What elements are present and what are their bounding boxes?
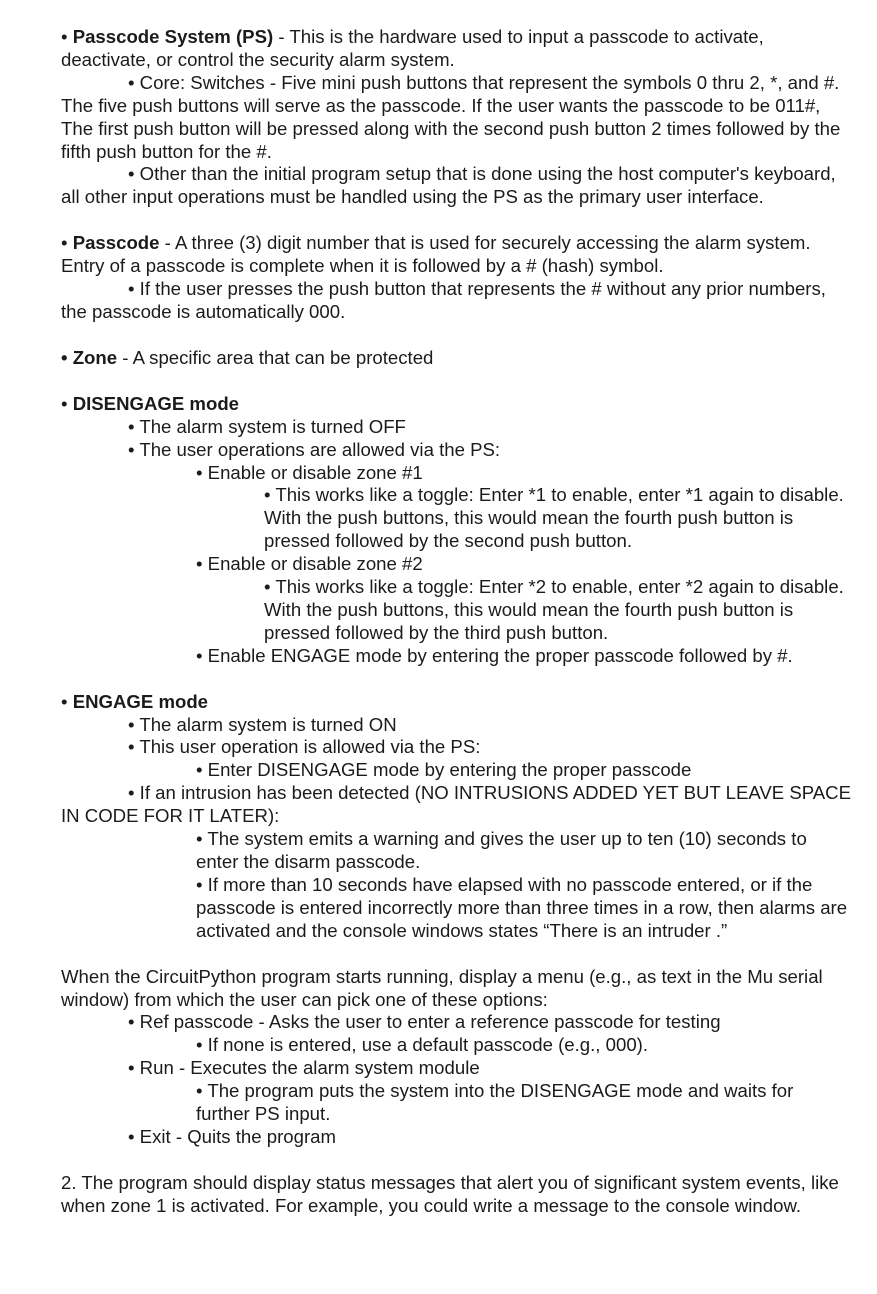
engage-on: • The alarm system is turned ON [128,713,397,735]
engage-intrusion: • If an intrusion has been detected (NO INTRUSIONS ADDED YET BUT LEAVE SPACE IN CODE FOR IT LATER): [61,782,852,827]
zone-definition [61,347,851,370]
status-paragraph: 2. The program should display status messages that alert you of significant system events, like when zone 1 is activated. For example, you could write a message to the console window. [61,1171,839,1216]
zone-def: - A specific area that can be protected [117,346,434,368]
passcode-def: - A three (3) digit number that is used for securely accessing the alarm system. Entry of a passcode is complete when it is followed by a # (hash) symbol. [61,232,811,277]
disengage-zone1-detail: • This works like a toggle: Enter *1 to enable, enter *1 again to disable. With the push buttons, this would mean the fourth push button is pressed followed by the second push button. [264,484,844,552]
passcode-note: • If the user presses the push button that represents the # without any prior numbers, the passcode is automatically 000. [61,278,826,322]
spacer [61,324,851,347]
document-body [61,26,851,1218]
engage-term: ENGAGE mode [72,690,209,712]
engage-heading [61,691,851,714]
engage-alarm: • If more than 10 seconds have elapsed with no passcode entered, or if the passcode is entered incorrectly more than three times in a row, then alarms are activated and the console windows states “There is an intruder .” [196,873,848,941]
passcode-definition [61,232,851,278]
engage-enter-disengage: • Enter DISENGAGE mode by entering the proper passcode [196,759,692,781]
menu-intro: When the CircuitPython program starts running, display a menu (e.g., as text in the Mu serial window) from which the user can pick one of these options: [61,965,823,1010]
disengage-item: • The alarm system is turned OFF [128,415,406,437]
disengage-zone1: • Enable or disable zone #1 [196,461,423,483]
spacer [61,209,851,232]
menu-run-detail: • The program puts the system into the DISENGAGE mode and waits for further PS input. [196,1080,794,1125]
ps-def: - This is the hardware used to input a passcode to activate, deactivate, or control the security alarm system. [61,26,764,70]
passcode-term: Passcode [72,232,160,254]
passcode-bullet: • [61,232,68,254]
disengage-item: • The user operations are allowed via the PS: [128,438,501,460]
zone-term: Zone [72,346,118,368]
spacer [61,943,851,966]
disengage-term: DISENGAGE mode [72,392,240,414]
menu-run: • Run - Executes the alarm system module [128,1057,480,1079]
disengage-zone2: • Enable or disable zone #2 [196,553,423,575]
zone-bullet: • [61,346,68,368]
spacer [61,668,851,691]
ps-other: • Other than the initial program setup that is done using the host computer's keyboard, all other input operations must be handled using the PS as the primary user interface. [61,163,836,208]
engage-bullet: • [61,690,68,712]
ps-core: • Core: Switches - Five mini push buttons that represent the symbols 0 thru 2, *, and #. The five push buttons will serve as the passcode. If the user wants the passcode to be 011#, The first push button will be pressed along with the second push button 2 times followed by the fifth push button for the #. [61,71,841,162]
engage-warning: • The system emits a warning and gives the user up to ten (10) seconds to enter the disarm passcode. [196,828,807,872]
engage-allowed: • This user operation is allowed via the PS: [128,736,481,758]
menu-ref: • Ref passcode - Asks the user to enter a reference passcode for testing [128,1011,721,1033]
disengage-heading [61,393,851,416]
spacer [61,1149,851,1172]
ps-term: Passcode System (PS) [72,26,274,47]
disengage-zone2-detail: • This works like a toggle: Enter *2 to enable, enter *2 again to disable. With the push buttons, this would mean the fourth push button is pressed followed by the third push button. [264,576,844,643]
spacer [61,370,851,393]
ps-bullet: • [61,26,68,47]
disengage-enable-engage: • Enable ENGAGE mode by entering the proper passcode followed by #. [196,644,793,666]
ps-definition [61,26,851,72]
menu-ref-detail: • If none is entered, use a default passcode (e.g., 000). [196,1034,649,1056]
disengage-bullet: • [61,392,68,414]
menu-exit: • Exit - Quits the program [128,1125,337,1147]
